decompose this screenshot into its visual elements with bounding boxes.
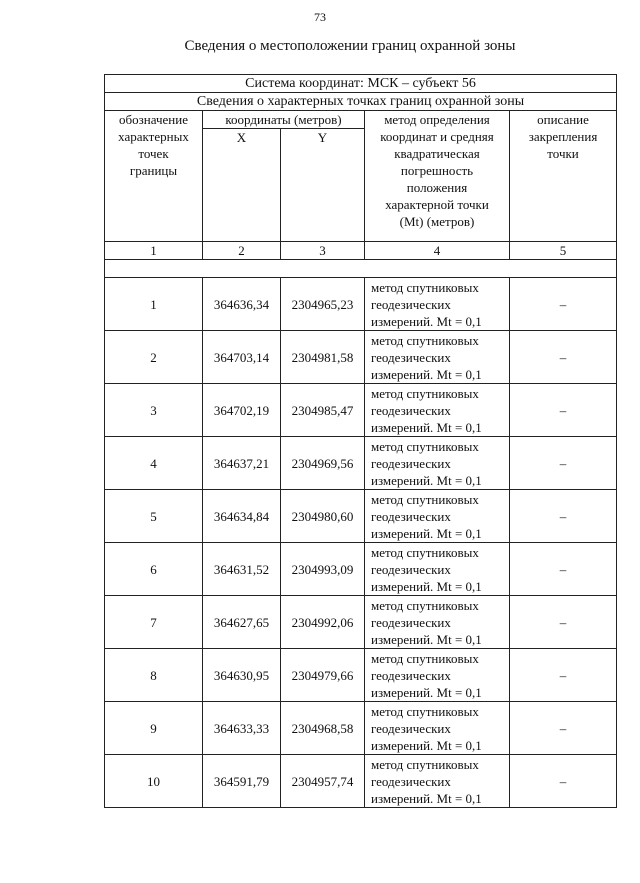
method-cell [365, 384, 510, 437]
method-cell [365, 596, 510, 649]
method-header-line: характерной точки [385, 197, 489, 212]
point-id-cell: 9 [105, 702, 203, 755]
x-coordinate-cell: 364631,52 [203, 543, 281, 596]
table-row [105, 702, 617, 755]
method-line: геодезических [371, 296, 451, 312]
x-coordinate-cell: 364591,79 [203, 755, 281, 808]
designation-header-line: границы [129, 163, 178, 178]
blank-cell [105, 260, 617, 278]
designation-header-line: точек [138, 146, 169, 161]
table-row [105, 384, 617, 437]
description-cell: – [510, 278, 617, 331]
column-number: 4 [365, 242, 510, 260]
x-coordinate-cell: 364636,34 [203, 278, 281, 331]
method-line: геодезических [371, 349, 451, 365]
method-line: измерений. Mt = 0,1 [371, 631, 482, 647]
x-coordinate-cell: 364703,14 [203, 331, 281, 384]
y-coordinate-cell: 2304981,58 [281, 331, 365, 384]
description-cell: – [510, 755, 617, 808]
point-id-cell: 6 [105, 543, 203, 596]
y-coordinate-cell: 2304957,74 [281, 755, 365, 808]
method-line: геодезических [371, 561, 451, 577]
method-line: метод спутниковых [371, 703, 479, 719]
method-cell [365, 543, 510, 596]
column-number-row [105, 242, 617, 260]
column-number: 1 [105, 242, 203, 260]
description-cell: – [510, 596, 617, 649]
method-line: измерений. Mt = 0,1 [371, 578, 482, 594]
method-line: метод спутниковых [371, 279, 479, 295]
y-coordinate-cell: 2304993,09 [281, 543, 365, 596]
table-row [105, 543, 617, 596]
method-line: геодезических [371, 720, 451, 736]
description-cell: – [510, 543, 617, 596]
method-cell [365, 278, 510, 331]
description-cell: – [510, 437, 617, 490]
method-line: метод спутниковых [371, 756, 479, 772]
method-line: геодезических [371, 667, 451, 683]
point-id-cell: 5 [105, 490, 203, 543]
method-cell [365, 490, 510, 543]
method-line: геодезических [371, 402, 451, 418]
method-header-line: координат и средняя [380, 129, 494, 144]
column-number: 2 [203, 242, 281, 260]
point-id-cell: 10 [105, 755, 203, 808]
point-id-cell: 3 [105, 384, 203, 437]
method-header-line: (Mt) (метров) [399, 214, 475, 229]
description-header-line: точки [547, 146, 579, 161]
method-line: геодезических [371, 508, 451, 524]
method-line: измерений. Mt = 0,1 [371, 313, 482, 329]
y-coordinate-cell: 2304969,56 [281, 437, 365, 490]
boundary-points-table [104, 74, 617, 808]
y-coordinate-cell: 2304980,60 [281, 490, 365, 543]
method-cell [365, 649, 510, 702]
point-id-cell: 7 [105, 596, 203, 649]
method-line: метод спутниковых [371, 544, 479, 560]
method-header-line: метод определения [384, 112, 490, 127]
method-line: метод спутниковых [371, 491, 479, 507]
method-line: измерений. Mt = 0,1 [371, 472, 482, 488]
method-line: метод спутниковых [371, 597, 479, 613]
method-line: измерений. Mt = 0,1 [371, 737, 482, 753]
method-cell [365, 702, 510, 755]
blank-row [105, 260, 617, 278]
table-row [105, 490, 617, 543]
method-cell [365, 755, 510, 808]
point-id-cell: 2 [105, 331, 203, 384]
table-row [105, 437, 617, 490]
designation-header [105, 111, 203, 242]
y-coordinate-cell: 2304979,66 [281, 649, 365, 702]
method-cell [365, 437, 510, 490]
method-cell [365, 331, 510, 384]
description-header [510, 111, 617, 242]
column-number: 5 [510, 242, 617, 260]
x-header: X [203, 129, 281, 242]
table-row [105, 755, 617, 808]
x-coordinate-cell: 364634,84 [203, 490, 281, 543]
coord-system-header: Система координат: МСК – субъект 56 [105, 75, 617, 93]
method-line: измерений. Mt = 0,1 [371, 419, 482, 435]
table-row [105, 331, 617, 384]
method-line: измерений. Mt = 0,1 [371, 525, 482, 541]
point-id-cell: 1 [105, 278, 203, 331]
method-line: метод спутниковых [371, 385, 479, 401]
method-line: метод спутниковых [371, 332, 479, 348]
column-number: 3 [281, 242, 365, 260]
page-number: 73 [314, 10, 326, 24]
y-coordinate-cell: 2304965,23 [281, 278, 365, 331]
coordinates-header: координаты (метров) [203, 111, 365, 129]
description-cell: – [510, 384, 617, 437]
x-coordinate-cell: 364637,21 [203, 437, 281, 490]
y-coordinate-cell: 2304992,06 [281, 596, 365, 649]
table-row [105, 596, 617, 649]
description-header-line: описание [537, 112, 589, 127]
document-title: Сведения о местоположении границ охранной зоны [184, 38, 516, 54]
description-header-line: закрепления [528, 129, 598, 144]
x-coordinate-cell: 364627,65 [203, 596, 281, 649]
description-cell: – [510, 490, 617, 543]
method-line: геодезических [371, 455, 451, 471]
description-cell: – [510, 331, 617, 384]
method-line: измерений. Mt = 0,1 [371, 684, 482, 700]
x-coordinate-cell: 364702,19 [203, 384, 281, 437]
method-header-line: квадратическая [394, 146, 480, 161]
method-header-line: погрешность [400, 163, 474, 178]
table-row [105, 649, 617, 702]
y-coordinate-cell: 2304985,47 [281, 384, 365, 437]
method-line: измерений. Mt = 0,1 [371, 790, 482, 806]
method-header-line: положения [406, 180, 468, 195]
method-line: геодезических [371, 614, 451, 630]
table-row [105, 278, 617, 331]
description-cell: – [510, 649, 617, 702]
designation-header-line: обозначение [119, 112, 188, 127]
method-header [365, 111, 510, 242]
method-line: метод спутниковых [371, 438, 479, 454]
method-line: измерений. Mt = 0,1 [371, 366, 482, 382]
x-coordinate-cell: 364630,95 [203, 649, 281, 702]
method-line: метод спутниковых [371, 650, 479, 666]
designation-header-line: характерных [118, 129, 189, 144]
point-id-cell: 8 [105, 649, 203, 702]
description-cell: – [510, 702, 617, 755]
y-coordinate-cell: 2304968,58 [281, 702, 365, 755]
section-title-header: Сведения о характерных точках границ охранной зоны [105, 93, 617, 111]
method-line: геодезических [371, 773, 451, 789]
y-header: Y [281, 129, 365, 242]
point-id-cell: 4 [105, 437, 203, 490]
x-coordinate-cell: 364633,33 [203, 702, 281, 755]
